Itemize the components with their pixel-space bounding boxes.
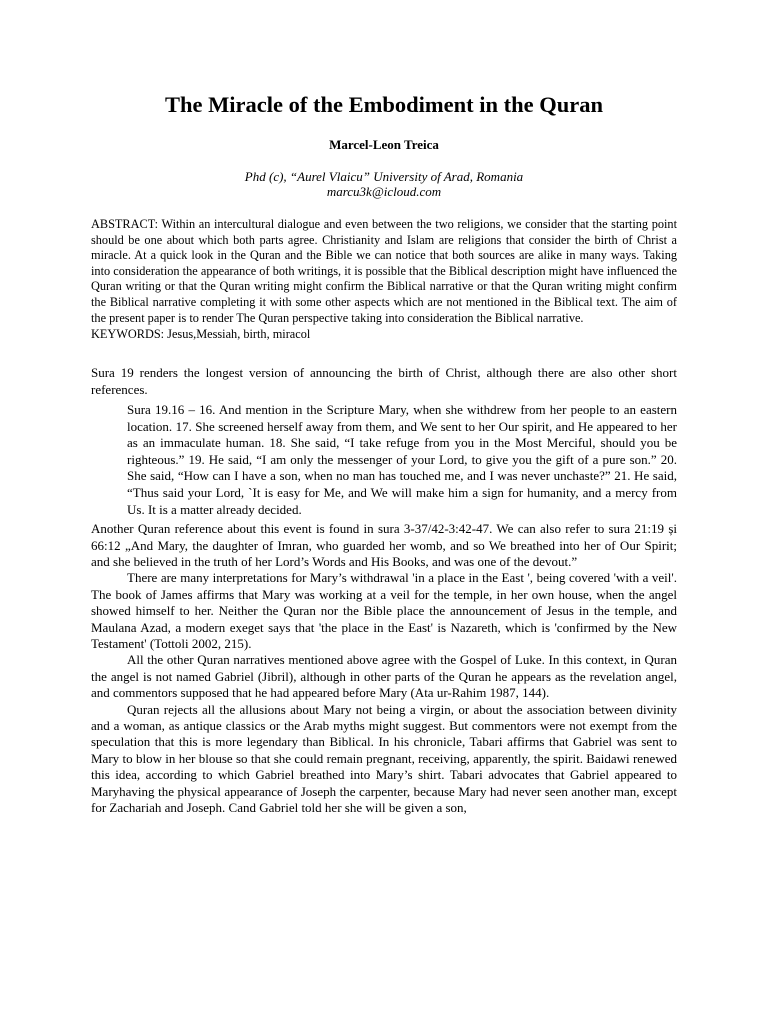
body-paragraph-1: Another Quran reference about this event is found in sura 3-37/42-3:42-47. We can also refer to sura 21:19 și 66:12 „And Mary, the daughter of Imran, who guarded her womb, and so We breathed into her of Our Spirit; and she believed in the truth of her Lord’s Words and His Books, and was one of the devout.”: [91, 521, 677, 569]
body-paragraph-2: There are many interpretations for Mary’s withdrawal 'in a place in the East ', being covered 'with a veil'. The book of James affirms that Mary was working at a veil for the temple, in her own house, when the angel showed himself to her. Neither the Quran nor the Bible place the announcement of Jesus in the temple, and Maulana Azad, a modern exeget says that 'the place in the East' is Nazareth, which is 'confirmed by the New Testament' (Tottoli 2002, 215).: [91, 570, 677, 651]
paper-title: The Miracle of the Embodiment in the Quran: [164, 92, 604, 117]
author-name: Marcel-Leon Treica: [329, 137, 439, 152]
abstract: ABSTRACT: Within an intercultural dialogue and even between the two religions, we consider that the starting point should be one about which both parts agree. Christianity and Islam are religions that consider the birth of Christ a miracle. At a quick look in the Quran and the Bible we can notice that both sources are alike in many ways. Taking into consideration the appearance of both writings, it is possible that the Biblical description might have influenced the Quran writing or that the Quran writing might confirm the Biblical narrative or that the Quran writing might confirm the Biblical narrative completing it with some other aspects which are not mentioned in the Biblical text. The aim of the present paper is to render The Quran perspective taking into consideration the Biblical narrative.: [91, 217, 677, 325]
paper-page: [91, 0, 677, 816]
body-paragraph-3: All the other Quran narratives mentioned above agree with the Gospel of Luke. In this context, in Quran the angel is not named Gabriel (Jibril), although in other parts of the Quran he appears as the revelation angel, and commentors supposed that he had appeared before Mary (Ata ur-Rahim 1987, 144).: [91, 652, 677, 701]
author-affiliation: Phd (c), “Aurel Vlaicu” University of Arad, Romania: [244, 169, 524, 184]
block-quote: Sura 19.16 – 16. And mention in the Scripture Mary, when she withdrew from her people to an eastern location. 17. She screened herself away from them, and We sent to her Our spirit, and He appeared to her as an immaculate human. 18. She said, “I take refuge from you in the Most Merciful, should you be righteous.” 19. He said, “I am only the messenger of your Lord, to give you the gift of a pure son.” 20. She said, “How can I have a son, when no man has touched me, and I was never unchaste?” 21. He said, “Thus said your Lord, `It is easy for Me, and We will make him a sign for humanity, and a mercy from Us. It is a matter already decided.: [127, 401, 677, 517]
intro-paragraph: Sura 19 renders the longest version of announcing the birth of Christ, although there are also other short references.: [91, 365, 677, 397]
body-paragraph-4: Quran rejects all the allusions about Mary not being a virgin, or about the association between divinity and a woman, as antique classics or the Arab myths might suggest. But commentors were not exempt from the speculation that this is more legendary than Biblical. In his chronicle, Tabari affirms that Gabriel was sent to Mary to blow in her blouse so that she could remain pregnant, receiving, apparently, the spirit. Baidawi renewed this idea, according to which Gabriel breathed into Mary’s shirt. Tabari advocates that Gabriel appeared to Maryhaving the physical appearance of Joseph the carpenter, because Mary had never seen another man, except for Zachariah and Joseph. Cand Gabriel told her she will be given a son,: [91, 701, 677, 816]
author-email: marcu3k@icloud.com: [326, 184, 442, 199]
keywords: KEYWORDS: Jesus,Messiah, birth, miracol: [91, 327, 311, 342]
